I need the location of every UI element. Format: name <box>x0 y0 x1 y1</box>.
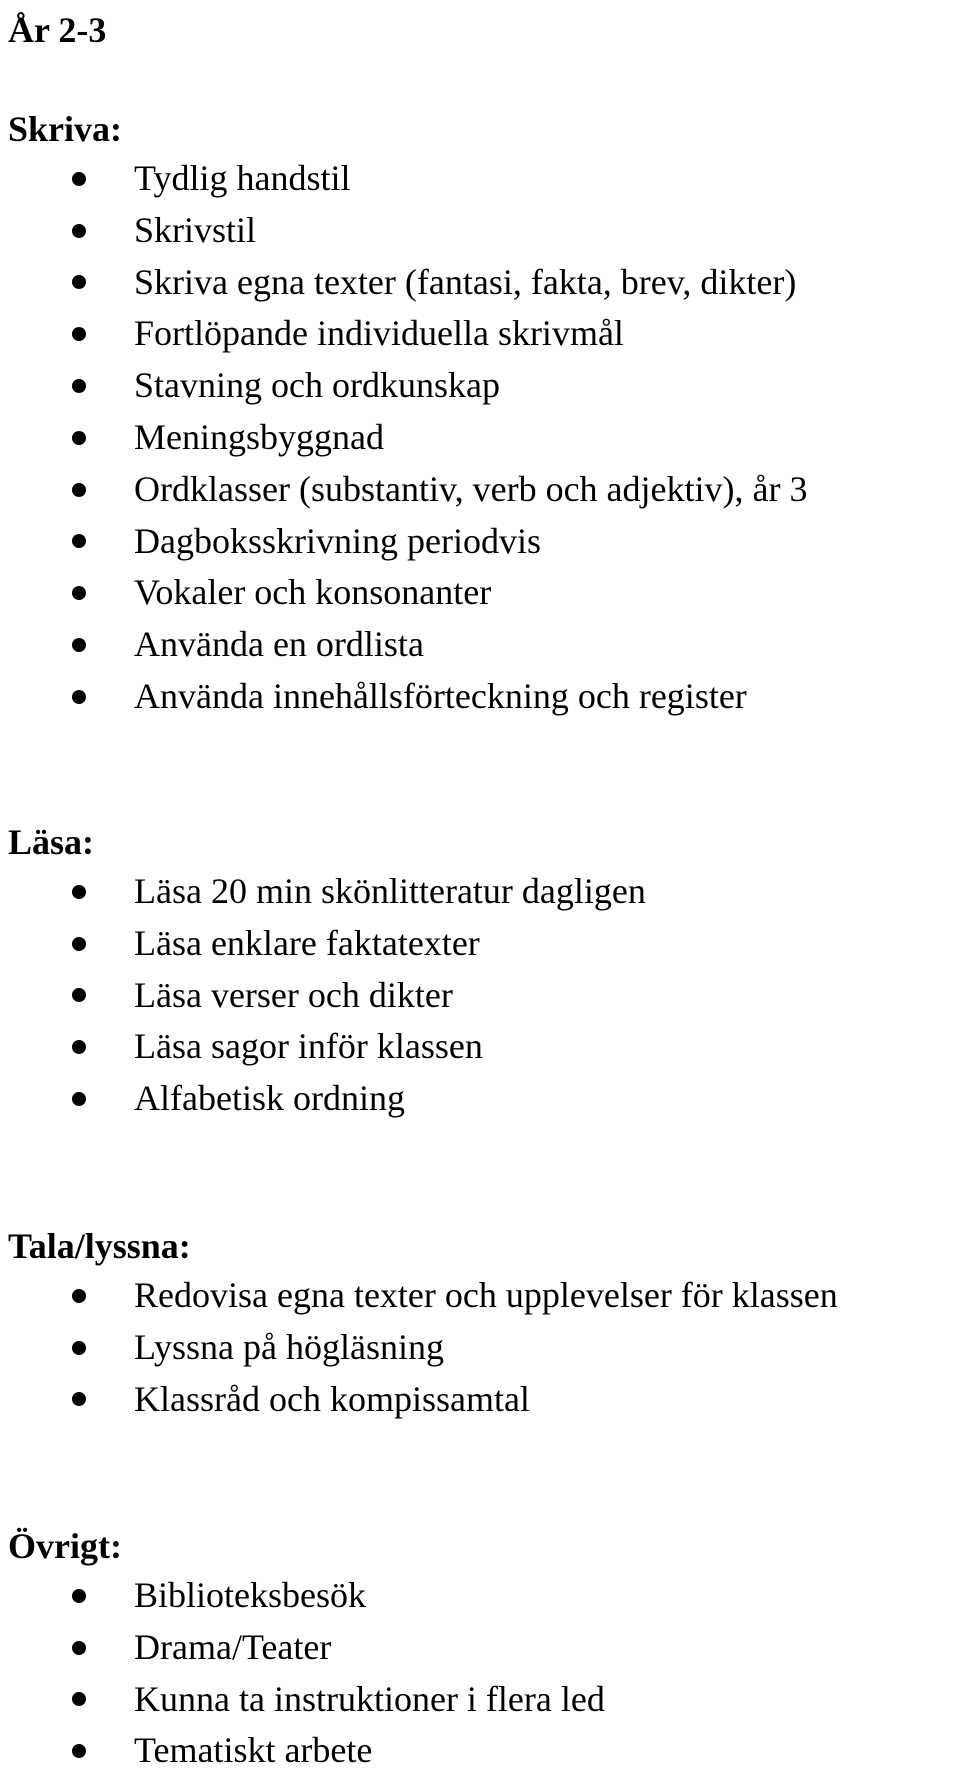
list-item-text: Läsa 20 min skönlitteratur dagligen <box>134 871 646 911</box>
list-item-text: Alfabetisk ordning <box>134 1078 405 1119</box>
list-item-text: Läsa enklare faktatexter <box>134 922 480 963</box>
document-title: År 2-3 <box>8 10 107 50</box>
bullet-icon <box>72 937 86 951</box>
list-item-text: Läsa sagor inför klassen <box>134 1026 483 1067</box>
list-item-text: Använda innehållsförteckning och register <box>134 675 747 716</box>
bullet-icon <box>72 379 86 393</box>
list-item-text: Biblioteksbesök <box>134 1575 366 1615</box>
bullet-icon <box>72 885 86 899</box>
bullet-icon <box>72 483 86 497</box>
section-heading-skriva: Skriva: <box>8 109 123 149</box>
list-item-text: Stavning och ordkunskap <box>134 365 500 406</box>
list-item-text: Meningsbyggnad <box>134 416 384 457</box>
bullet-icon <box>72 1641 86 1655</box>
section-heading-ovrigt: Övrigt: <box>8 1526 122 1566</box>
list-item-text: Tydlig handstil <box>134 158 351 198</box>
bullet-icon <box>72 988 86 1002</box>
list-item-text: Redovisa egna texter och upplevelser för klassen <box>134 1275 838 1315</box>
list-item-text: Klassråd och kompissamtal <box>134 1378 530 1419</box>
bullet-icon <box>72 638 86 652</box>
bullet-icon <box>72 275 86 289</box>
bullet-icon <box>72 172 86 186</box>
list-item-text: Läsa verser och dikter <box>134 974 453 1015</box>
list-item-text: Kunna ta instruktioner i flera led <box>134 1678 605 1719</box>
bullet-icon <box>72 1392 86 1406</box>
bullet-icon <box>72 1692 86 1706</box>
bullet-icon <box>72 1040 86 1054</box>
list-item-text: Fortlöpande individuella skrivmål <box>134 313 624 354</box>
bullet-icon <box>72 1092 86 1106</box>
bullet-icon <box>72 586 86 600</box>
list-item-text: Skrivstil <box>134 209 257 250</box>
bullet-icon <box>72 690 86 704</box>
bullet-icon <box>72 224 86 238</box>
bullet-icon <box>72 534 86 548</box>
list-item-text: Skriva egna texter (fantasi, fakta, brev, dikter) <box>134 261 797 302</box>
bullet-icon <box>72 431 86 445</box>
bullet-icon <box>72 327 86 341</box>
section-heading-lasa: Läsa: <box>8 822 95 862</box>
list-item-text: Ordklasser (substantiv, verb och adjektiv), år 3 <box>134 468 808 509</box>
list-item-text: Tematiskt arbete <box>134 1730 373 1771</box>
list-item-text: Drama/Teater <box>134 1626 332 1667</box>
bullet-icon <box>72 1744 86 1758</box>
bullet-icon <box>72 1341 86 1355</box>
bullet-icon <box>72 1589 86 1603</box>
list-item-text: Dagboksskrivning periodvis <box>134 520 541 561</box>
list-item-text: Använda en ordlista <box>134 624 424 665</box>
bullet-icon <box>72 1289 86 1303</box>
list-item-text: Vokaler och konsonanter <box>134 572 492 613</box>
list-item-text: Lyssna på högläsning <box>134 1326 444 1367</box>
section-heading-tala-lyssna: Tala/lyssna: <box>8 1226 191 1266</box>
